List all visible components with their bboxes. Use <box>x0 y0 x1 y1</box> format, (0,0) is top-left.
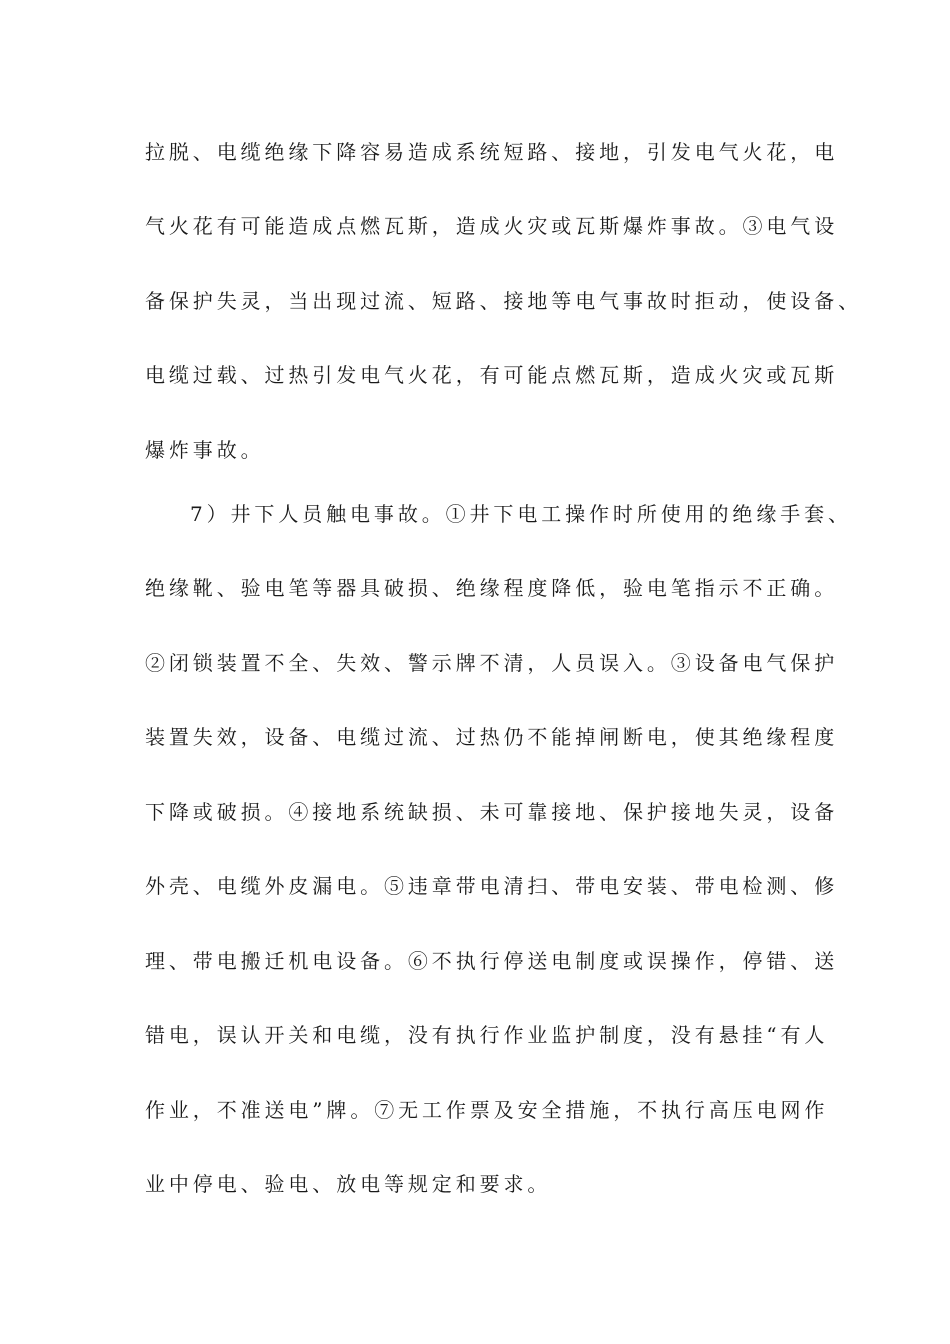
text-line-6: 7）井下人员触电事故。①井下电工操作时所使用的绝缘手套、 <box>190 502 852 526</box>
text-line-5: 爆炸事故。 <box>145 438 265 462</box>
text-line-10: 下降或破损。④接地系统缺损、未可靠接地、保护接地失灵，设备 <box>145 800 839 824</box>
text-line-15: 业中停电、验电、放电等规定和要求。 <box>145 1172 552 1196</box>
text-line-14: 作业，不准送电”牌。⑦无工作票及安全措施，不执行高压电网作 <box>145 1098 829 1122</box>
text-line-7: 绝缘靴、验电笔等器具破损、绝缘程度降低，验电笔指示不正确。 <box>145 576 839 600</box>
text-line-11: 外壳、电缆外皮漏电。⑤违章带电清扫、带电安装、带电检测、修 <box>145 874 839 898</box>
text-line-13: 错电，误认开关和电缆，没有执行作业监护制度，没有悬挂“有人 <box>145 1023 829 1047</box>
text-line-2: 气火花有可能造成点燃瓦斯，造成火灾或瓦斯爆炸事故。③电气设 <box>145 214 839 238</box>
text-line-4: 电缆过载、过热引发电气火花，有可能点燃瓦斯，造成火灾或瓦斯 <box>145 363 839 387</box>
text-line-8: ②闭锁装置不全、失效、警示牌不清，人员误入。③设备电气保护 <box>145 651 839 675</box>
text-line-9: 装置失效，设备、电缆过流、过热仍不能掉闸断电，使其绝缘程度 <box>145 725 839 749</box>
text-line-1: 拉脱、电缆绝缘下降容易造成系统短路、接地，引发电气火花，电 <box>145 140 839 164</box>
text-line-12: 理、带电搬迁机电设备。⑥不执行停送电制度或误操作，停错、送 <box>145 949 839 973</box>
text-line-3: 备保护失灵，当出现过流、短路、接地等电气事故时拒动，使设备、 <box>145 289 862 313</box>
